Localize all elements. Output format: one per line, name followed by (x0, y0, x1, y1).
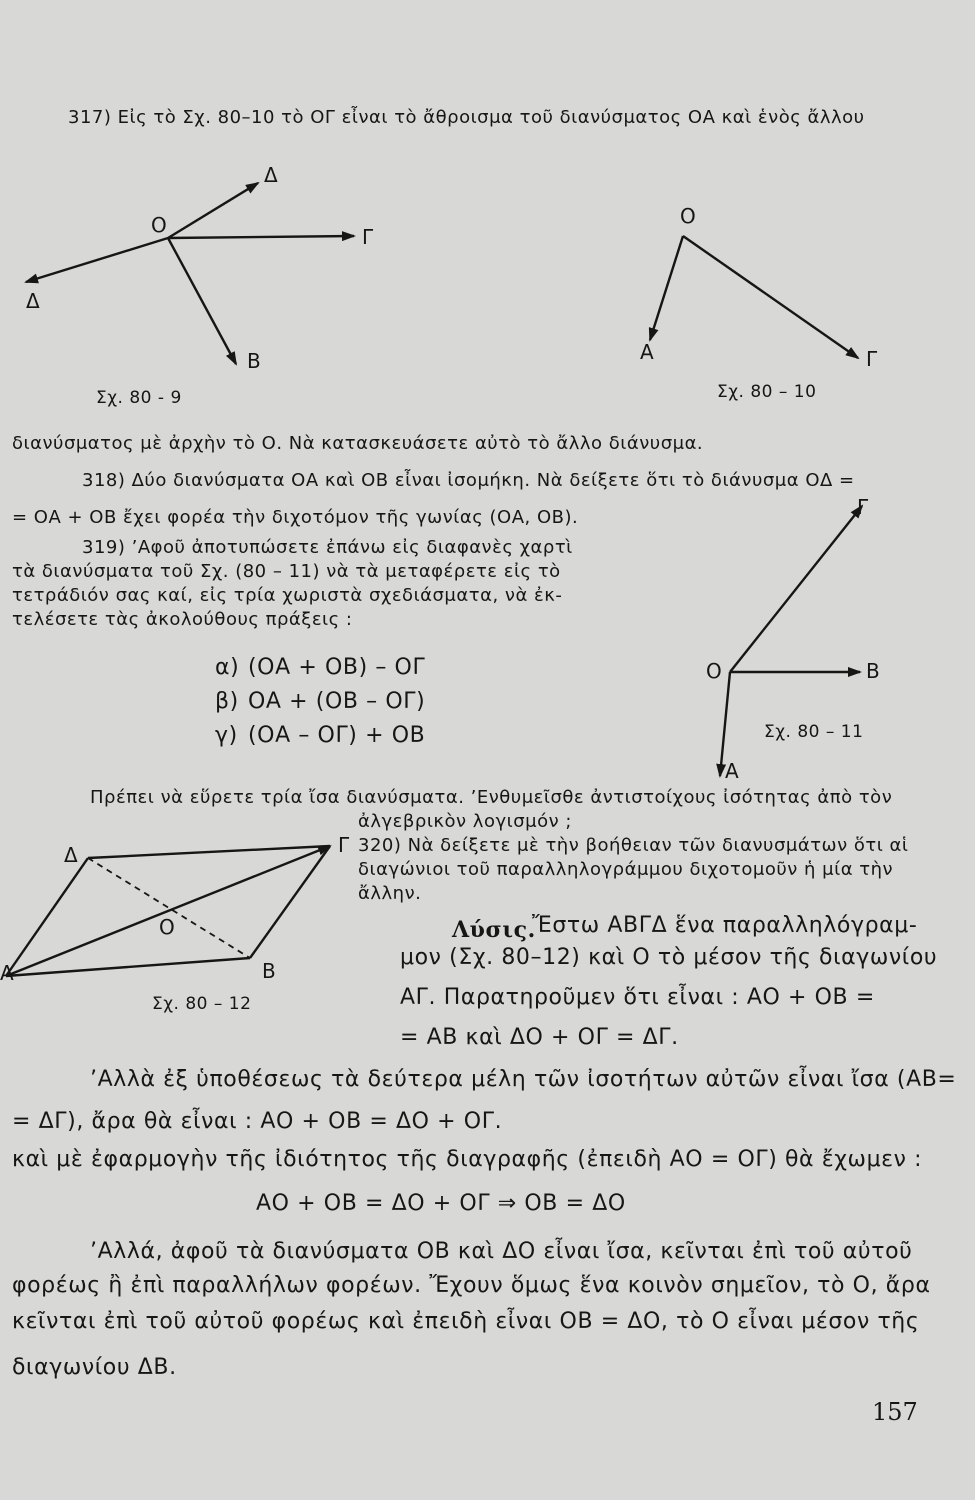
figure-80-9 (26, 183, 354, 364)
vector-OG (730, 506, 862, 672)
problem-319-line2: τὰ διανύσματα τοῦ Σχ. (80 – 11) νὰ τὰ μεταφέρετε εἰς τὸ (12, 561, 561, 582)
problem-319-line6: ἀλγεβρικὸν λογισμόν ; (358, 811, 572, 832)
problem-319-line5: Πρέπει νὰ εὕρετε τρία ἴσα διανύσματα. ’Ενθυμεῖσθε ἀντιστοίχους ἰσότητας ἀπὸ τὸν (90, 787, 893, 808)
diagonal-AG (6, 843, 330, 976)
solution-line1: Ἔστω ΑΒΓΔ ἕνα παραλληλόγραμ- (532, 913, 918, 938)
fig11-label-G: Γ (857, 495, 869, 519)
fig9-label-G: Γ (362, 225, 374, 249)
problem-320-line1: 320) Νὰ δείξετε μὲ τὴν βοήθειαν τῶν διανυσμάτων ὅτι αἱ (358, 835, 909, 856)
solution-line5: ’Αλλὰ ἐξ ὑποθέσεως τὰ δεύτερα μέλη τῶν ἰσοτήτων αὐτῶν εἶναι ἴσα (ΑΒ= (90, 1067, 957, 1092)
page-number: 157 (872, 1398, 918, 1426)
fig12-label-B: Β (262, 959, 276, 983)
vector-OB (168, 238, 236, 364)
fig11-label-O: Ο (706, 659, 722, 683)
solution-line6: = ΔΓ), ἄρα θὰ εἶναι : ΑΟ + ΟΒ = ΔΟ + ΟΓ. (12, 1109, 503, 1134)
side-DG (88, 846, 330, 858)
problem-317-line2: διανύσματος μὲ ἀρχὴν τὸ Ο. Νὰ κατασκευάσετε αὐτὸ τὸ ἄλλο διάνυσμα. (12, 433, 704, 454)
solution-line8: ΑΟ + ΟΒ = ΔΟ + ΟΓ ⇒ ΟΒ = ΔΟ (256, 1191, 626, 1216)
fig11-label-A: Α (725, 759, 739, 783)
fig10-label-A: Α (640, 340, 654, 364)
fig9-label-O: Ο (151, 213, 167, 237)
problem-317-line1: 317) Εἰς τὸ Σχ. 80–10 τὸ ΟΓ εἶναι τὸ ἄθροισμα τοῦ διανύσματος ΟΑ καὶ ἑνὸς ἄλλου (68, 107, 865, 128)
fig10-label-O: Ο (680, 204, 696, 228)
fig11-label-B: Β (866, 659, 880, 683)
fig9-caption: Σχ. 80 - 9 (96, 388, 182, 408)
fig9-label-B: Β (247, 349, 261, 373)
problem-319-line1: 319) ’Αφοῦ ἀποτυπώσετε ἐπάνω εἰς διαφανὲς χαρτὶ (82, 537, 573, 558)
fig10-label-G: Γ (866, 347, 878, 371)
fig12-label-G: Γ (338, 833, 350, 857)
problem-319-line3: τετράδιόν σας καί, εἰς τρία χωριστὰ σχεδιάσματα, νὰ ἐκ- (12, 585, 563, 606)
problem-320-line3: ἄλλην. (358, 883, 422, 904)
vector-OG (168, 236, 354, 238)
op-b-expr: ΟΑ + (ΟΒ – ΟΓ) (248, 689, 426, 714)
fig12-caption: Σχ. 80 – 12 (152, 994, 252, 1014)
vector-OG (683, 236, 858, 358)
solution-title: Λύσις. (452, 917, 536, 943)
vector-OD-up (168, 183, 258, 238)
fig9-label-D-upper: Δ (264, 163, 278, 187)
problem-318-line2: = ΟΑ + ΟΒ ἔχει φορέα τὴν διχοτόμον τῆς γωνίας (ΟΑ, ΟΒ). (12, 507, 579, 528)
solution-line10: φορέως ἢ ἐπὶ παραλλήλων φορέων. Ἔχουν ὅμως ἕνα κοινὸν σημεῖον, τὸ Ο, ἄρα (12, 1273, 931, 1298)
solution-line12: διαγωνίου ΔΒ. (12, 1355, 177, 1380)
op-c-label: γ) (215, 723, 238, 748)
solution-line4: = ΑΒ καὶ ΔΟ + ΟΓ = ΔΓ. (400, 1025, 679, 1050)
op-c-expr: (ΟΑ – ΟΓ) + ΟΒ (248, 723, 426, 748)
solution-line7: καὶ μὲ ἐφαρμογὴν τῆς ἰδιότητος τῆς διαγραφῆς (ἐπειδὴ ΑΟ = ΟΓ) θὰ ἔχωμεν : (12, 1147, 923, 1172)
fig9-label-D-lower: Δ (26, 289, 40, 313)
fig12-label-D: Δ (64, 843, 78, 867)
fig12-label-O: Ο (159, 915, 175, 939)
op-b-label: β) (215, 689, 239, 714)
figure-80-12 (6, 843, 330, 976)
vector-OD-left (26, 238, 168, 282)
vector-OA (650, 236, 683, 340)
fig11-caption: Σχ. 80 – 11 (764, 722, 864, 742)
op-a-label: α) (215, 655, 240, 680)
op-a-expr: (ΟΑ + ΟΒ) – ΟΓ (248, 655, 426, 680)
solution-line9: ’Αλλά, ἀφοῦ τὰ διανύσματα ΟΒ καὶ ΔΟ εἶναι ἴσα, κεῖνται ἐπὶ τοῦ αὐτοῦ (90, 1239, 913, 1264)
diagonal-DB-dashed (88, 858, 250, 958)
problem-320-line2: διαγώνιοι τοῦ παραλληλογράμμου διχοτομοῦν ἡ μία τὴν (358, 859, 894, 880)
solution-line2: μον (Σχ. 80–12) καὶ Ο τὸ μέσον τῆς διαγωνίου (400, 945, 938, 970)
problem-318-line1: 318) Δύο διανύσματα ΟΑ καὶ ΟΒ εἶναι ἰσομήκη. Νὰ δείξετε ὅτι τὸ διάνυσμα ΟΔ = (82, 470, 855, 491)
fig12-label-A: Α (0, 961, 14, 985)
solution-line3: ΑΓ. Παρατηροῦμεν ὅτι εἶναι : ΑΟ + ΟΒ = (400, 985, 875, 1010)
figure-80-10 (650, 236, 858, 358)
solution-line11: κεῖνται ἐπὶ τοῦ αὐτοῦ φορέως καὶ ἐπειδὴ εἶναι ΟΒ = ΔΟ, τὸ Ο εἶναι μέσον τῆς (12, 1309, 920, 1334)
problem-319-line4: τελέσετε τὰς ἀκολούθους πράξεις : (12, 609, 353, 630)
fig10-caption: Σχ. 80 – 10 (717, 382, 817, 402)
